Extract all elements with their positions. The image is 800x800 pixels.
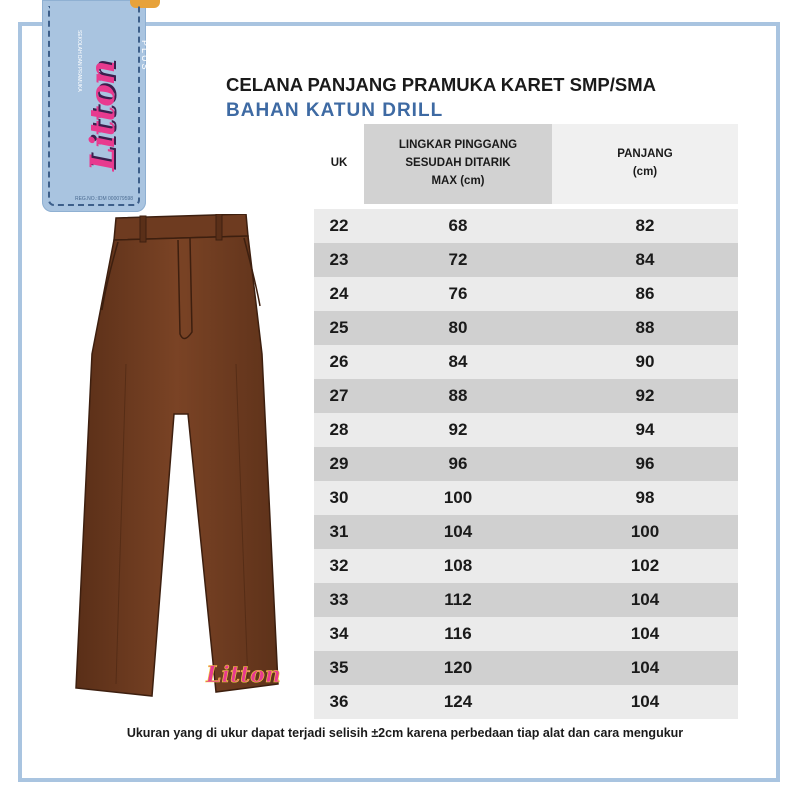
cell-lingkar-pinggang: 116	[444, 624, 472, 643]
cell-uk: 34	[329, 624, 349, 643]
pants-logo: Litton	[206, 662, 281, 688]
cell-panjang: 104	[630, 624, 660, 643]
cell-uk: 26	[329, 352, 349, 371]
cell-panjang: 100	[630, 522, 660, 541]
cell-uk: 29	[329, 454, 349, 473]
cell-lingkar-pinggang: 108	[443, 556, 473, 575]
cell-panjang: 96	[635, 454, 655, 473]
cell-panjang: 94	[635, 420, 655, 439]
cell-panjang: 92	[635, 386, 655, 405]
cell-lingkar-pinggang: 120	[443, 658, 473, 677]
header-panjang	[552, 124, 738, 204]
cell-uk: 28	[329, 420, 349, 439]
table-row	[314, 481, 738, 515]
cell-uk: 27	[329, 386, 349, 405]
table-row	[314, 413, 738, 447]
cell-panjang: 82	[635, 216, 655, 235]
table-row	[314, 685, 738, 719]
table-row	[314, 379, 738, 413]
table-row	[314, 345, 738, 379]
tag-reg-code: REG.NO.:IDM 000079598	[74, 196, 134, 202]
cell-lingkar-pinggang: 84	[448, 352, 468, 371]
pants-body	[76, 236, 278, 696]
page-subtitle: BAHAN KATUN DRILL	[226, 100, 444, 121]
cell-lingkar-pinggang: 100	[443, 488, 473, 507]
cell-panjang: 90	[635, 352, 655, 371]
brand-logo: Litton	[83, 61, 123, 171]
size-chart-table	[314, 124, 738, 719]
cell-uk: 32	[329, 556, 349, 575]
cell-panjang: 104	[630, 590, 660, 609]
table-row	[314, 243, 738, 277]
tag-tagline: SEKOLAH DAN PRAMUKA	[76, 30, 82, 92]
header-lp-line2: SESUDAH DITARIK	[405, 157, 511, 170]
cell-panjang: 98	[635, 488, 655, 507]
table-row	[314, 515, 738, 549]
cell-lingkar-pinggang: 92	[448, 420, 468, 439]
cell-panjang: 104	[630, 692, 660, 711]
cell-uk: 31	[329, 522, 349, 541]
table-row	[314, 209, 738, 243]
header-lp-line1: LINGKAR PINGGANG	[398, 139, 518, 152]
cell-lingkar-pinggang: 76	[448, 284, 468, 303]
cell-uk: 35	[329, 658, 349, 677]
pants-image	[66, 214, 296, 704]
footer-note: Ukuran yang di ukur dapat terjadi selisih ±2cm karena perbedaan tiap alat dan cara mengukur	[126, 726, 684, 740]
cell-uk: 30	[329, 488, 349, 507]
tag-plus-label: PLUS	[140, 40, 150, 72]
header-lingkar-pinggang	[364, 124, 552, 204]
cell-lingkar-pinggang: 80	[448, 318, 468, 337]
header-uk: UK	[314, 124, 364, 204]
table-row	[314, 549, 738, 583]
cell-panjang: 102	[630, 556, 660, 575]
cell-panjang: 86	[635, 284, 655, 303]
table-row	[314, 311, 738, 345]
cell-lingkar-pinggang: 96	[448, 454, 468, 473]
cell-uk: 36	[329, 692, 349, 711]
cell-uk: 22	[329, 216, 349, 235]
cell-lingkar-pinggang: 72	[448, 250, 468, 269]
cell-uk: 23	[329, 250, 349, 269]
cell-lingkar-pinggang: 68	[448, 216, 468, 235]
table-row	[314, 277, 738, 311]
cell-lingkar-pinggang: 124	[443, 692, 473, 711]
header-pj-line2: (cm)	[632, 166, 658, 178]
cell-panjang: 84	[635, 250, 655, 269]
brand-hang-tag	[42, 0, 150, 212]
cell-lingkar-pinggang: 104	[443, 522, 473, 541]
header-pj-line1: PANJANG	[617, 148, 673, 161]
cell-panjang: 104	[630, 658, 660, 677]
header-lp-line3: MAX (cm)	[431, 174, 485, 187]
table-body	[314, 209, 738, 719]
cell-panjang: 88	[635, 318, 655, 337]
belt-loop	[216, 214, 222, 240]
table-header	[314, 124, 738, 204]
table-row	[314, 583, 738, 617]
page-title: CELANA PANJANG PRAMUKA KARET SMP/SMA	[226, 74, 656, 95]
cell-uk: 25	[329, 318, 349, 337]
belt-loop	[140, 216, 146, 242]
table-row	[314, 617, 738, 651]
table-row	[314, 447, 738, 481]
table-row	[314, 651, 738, 685]
cell-lingkar-pinggang: 88	[448, 386, 468, 405]
cell-lingkar-pinggang: 112	[444, 590, 472, 609]
cell-uk: 24	[329, 284, 349, 303]
cell-uk: 33	[329, 590, 349, 609]
